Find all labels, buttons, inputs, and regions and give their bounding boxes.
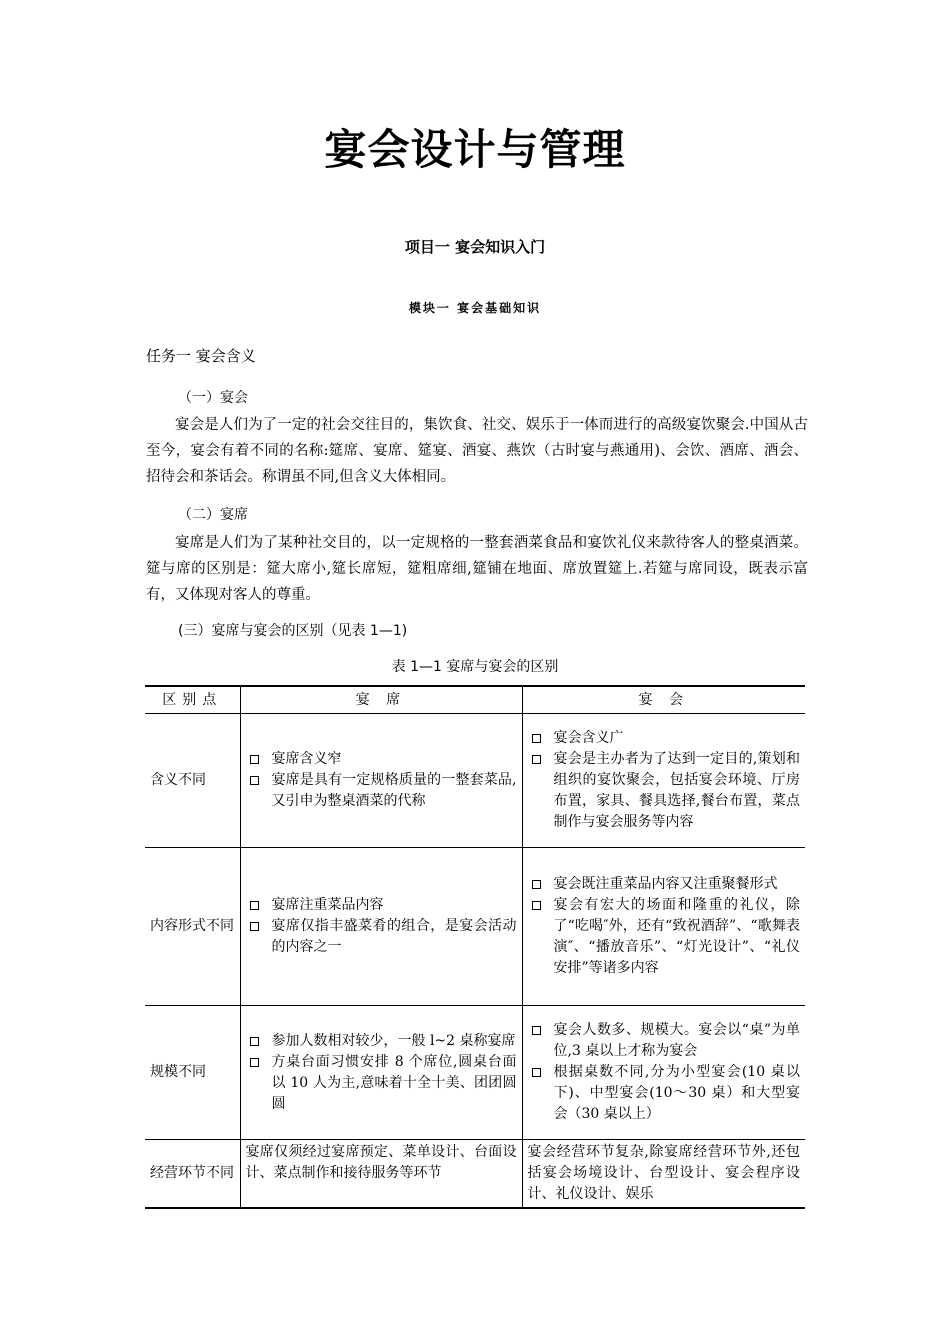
list-item: 宴席仅指丰盛菜肴的组合，是宴会活动的内容之一 [246,916,517,958]
feast-cell [240,848,522,1006]
column-header-point: 区别点 [145,686,240,714]
section-body-banquet: 宴会是人们为了一定的社会交往目的，集饮食、社交、娱乐于一体而进行的高级宴饮聚会.中国从古至今，宴会有着不同的名称:筵席、宴席、筵宴、酒宴、燕饮（古时宴与燕通用)、会饮、酒席、酒会、招待会和茶话会。称谓虽不同,但含义大体相同。 [146,417,808,485]
list-item: 宴会是主办者为了达到一定目的,策划和组织的宴饮聚会，包括宴会环境、厅房布置，家具、餐具选择,餐台布置，菜点制作与宴会服务等内容 [528,749,801,833]
checkbox-bullet-icon [250,776,259,785]
list-item: 宴会有宏大的场面和隆重的礼仪，除了“吃喝″外，还有“致祝酒辞”、“歌舞表演″、“播放音乐”、“灯光设计”、“礼仪安排”等诸多内容 [528,895,801,979]
table-caption: 表 1—1 宴席与宴会的区别 [391,659,559,675]
section-heading-feast: （二）宴席 [178,507,248,523]
feast-cell: 宴席仅须经过宴席预定、菜单设计、台面设计、菜点制作和接待服务等环节 [240,1140,522,1209]
column-header-feast: 宴 席 [240,686,522,714]
section-body-feast: 宴席是人们为了某种社交目的，以一定规格的一整套酒菜食品和宴饮礼仪来款待客人的整桌酒菜。筵与席的区别是：筵大席小,筵长席短，筵粗席细,筵铺在地面、席放置筵上.若筵与席同设，既表示富有，又体现对客人的尊重。 [146,535,808,603]
checkbox-bullet-icon [250,755,259,764]
list-item: 宴会人数多、规模大。宴会以“桌”为单位,3 桌以上才称为宴会 [528,1020,801,1062]
row-point-cell: 含义不同 [145,714,240,848]
banquet-cell [522,714,805,848]
checkbox-bullet-icon [532,1026,541,1035]
project-heading: 项目一 宴会知识入门 [404,238,546,256]
checkbox-bullet-icon [250,922,259,931]
task-heading: 任务一 宴会含义 [146,347,256,365]
checkbox-bullet-icon [532,734,541,743]
table-row [145,1006,805,1140]
row-point-cell: 规模不同 [145,1006,240,1140]
list-item: 宴席含义窄 [246,749,517,770]
checkbox-bullet-icon [532,901,541,910]
list-item: 宴会含义广 [528,728,801,749]
row-point-cell: 内容形式不同 [145,848,240,1006]
checkbox-bullet-icon [250,901,259,910]
checkbox-bullet-icon [250,1037,259,1046]
table-row [145,848,805,1006]
column-header-banquet: 宴 会 [522,686,805,714]
banquet-cell [522,848,805,1006]
table-row [145,714,805,848]
feast-cell [240,714,522,848]
checkbox-bullet-icon [532,1068,541,1077]
table-row [145,1140,805,1209]
comparison-table [145,685,805,1209]
banquet-cell [522,1006,805,1140]
checkbox-bullet-icon [532,755,541,764]
document-title: 宴会设计与管理 [324,125,626,174]
list-item: 根据桌数不同,分为小型宴会(10 桌以下)、中型宴会(10～30 桌）和大型宴会（30 桌以上） [528,1062,801,1125]
table-header-row [145,686,805,714]
module-heading: 模块一 宴会基础知识 [408,301,542,315]
list-item: 参加人数相对较少，一般 l~2 桌称宴席 [246,1031,517,1052]
checkbox-bullet-icon [532,880,541,889]
section-heading-difference: (三）宴席与宴会的区别（见表 1—1) [178,623,408,639]
feast-cell [240,1006,522,1140]
list-item: 方桌台面习惯安排 8 个席位,圆桌台面以 10 人为主,意味着十全十美、团团圆圆 [246,1052,517,1115]
section-heading-banquet: （一）宴会 [178,390,248,406]
banquet-cell: 宴会经营环节复杂,除宴席经营环节外,还包括宴会场境设计、台型设计、宴会程序设计、礼仪设计、娱乐 [522,1140,805,1209]
list-item: 宴会既注重菜品内容又注重聚餐形式 [528,874,801,895]
checkbox-bullet-icon [250,1058,259,1067]
list-item: 宴席注重菜品内容 [246,895,517,916]
list-item: 宴席是具有一定规格质量的一整套菜品,又引申为整桌酒菜的代称 [246,770,517,812]
row-point-cell: 经营环节不同 [145,1140,240,1209]
